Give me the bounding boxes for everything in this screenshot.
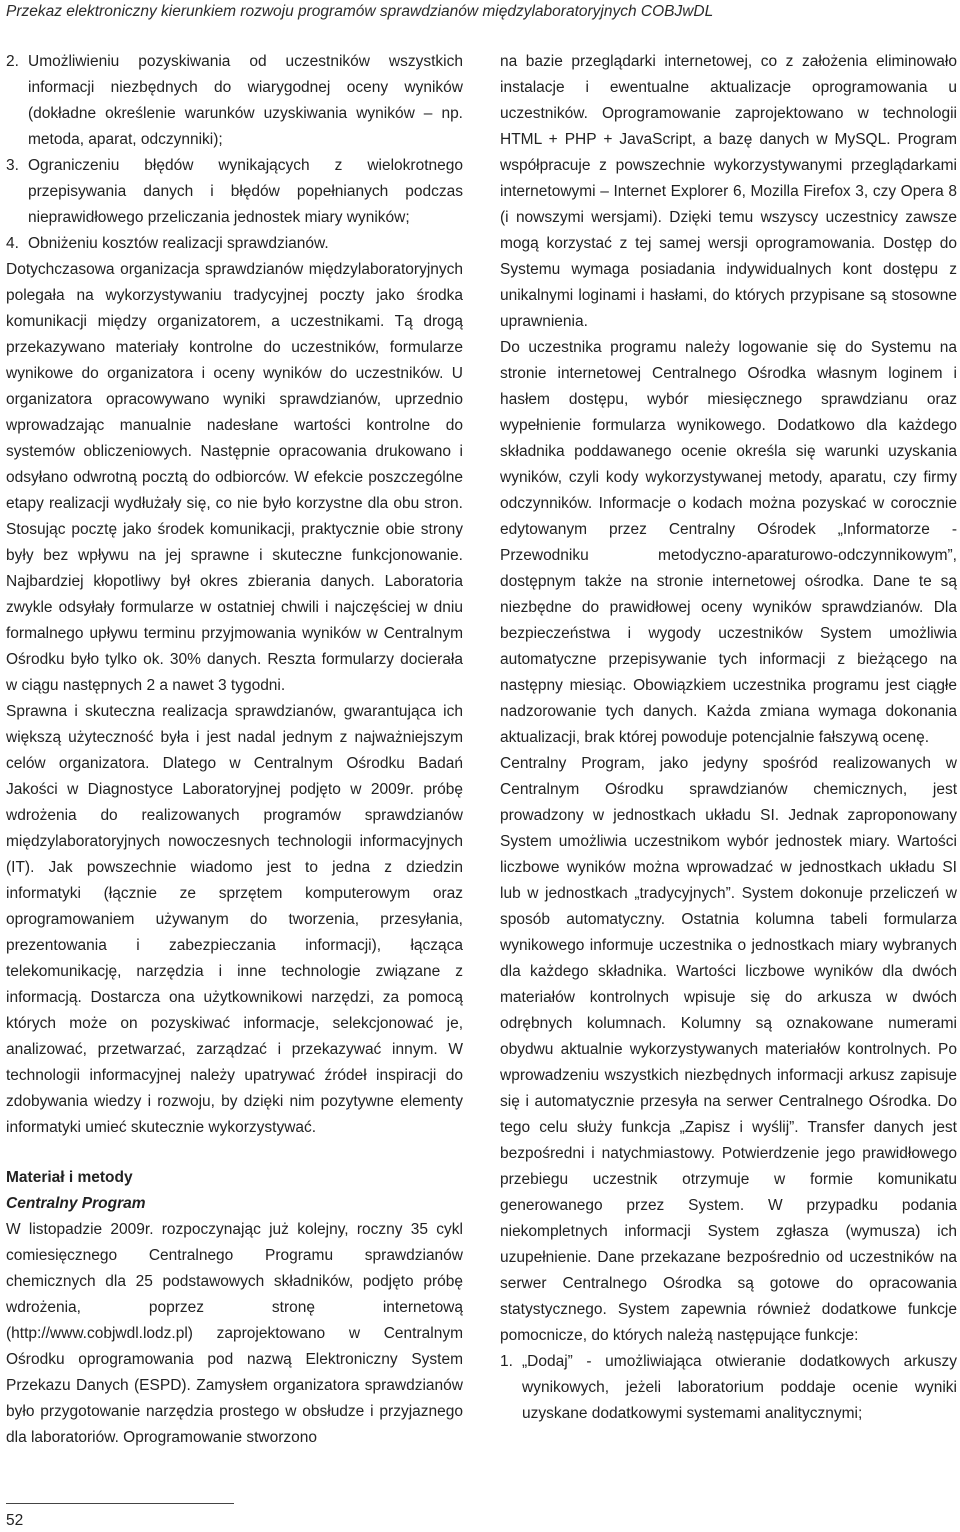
list-item (6, 231, 463, 257)
list-text: Umożliwieniu pozyskiwania od uczestników wszystkich informacji niezbędnych do wiarygodnej oceny wyników (dokładne określenie warunków uzyskiwania wyników – np. metoda, aparat, odczynniki); (28, 53, 463, 148)
body-paragraph: Do uczestnika programu należy logowanie się do Systemu na stronie internetowej Centralnego Ośrodka własnym loginem i hasłem dostępu, wybór miesięcznego sprawdzianu oraz wypełnienie formularza wynikowego. Dodatkowo dla każdego składnika poddawanego ocenie określa się warunki uzyskania wyników, czyli kody wykorzystywanej metody, aparatu, czy firmy odczynników. Informacje o kodach można pozyskać w corocznie edytowanym przez Centralny Ośrodek „Informatorze - Przewodniku metodyczno-aparaturowo-odczynnikowym”, dostępnym także na stronie internetowej ośrodka. Dane te są niezbędne do prawidłowej oceny wyników sprawdzianów. Dla bezpieczeństwa i wygody uczestników System umożliwia automatyczne przepisywanie tych informacji z bieżącego na następny miesiąc. Obowiązkiem uczestnika programu jest ciągłe nadzorowanie tych danych. Każda zmiana wymaga dokonania aktualizacji, brak której powoduje potencjalnie fałszywą ocenę. (500, 339, 957, 746)
body-paragraph: Centralny Program, jako jedyny spośród realizowanych w Centralnym Ośrodku sprawdzianów chemicznych, jest prowadzony w jednostkach układu SI. Jednak zaproponowany System umożliwia uczestnikom wybór jednostek miary. Wartości liczbowe wyników można wprowadzać w jednostkach układu SI lub w jednostkach „tradycyjnych”. System dokonuje przeliczeń w sposób automatyczny. Ostatnia kolumna tabeli formularza wynikowego informuje uczestnika o jednostkach miary wybranych dla każdego składnika. Wartości liczbowe wyników dla dwóch materiałów kontrolnych wpisuje się do arkusza w dwóch odrębnych kolumnach. Kolumny są oznakowane numerami obydwu aktualnie wykorzystywanych materiałów kontrolnych. Po wprowadzeniu wszystkich niezbędnych informacji arkusz zapisuje się i automatycznie przesyła na serwer Centralnego Ośrodka. Do tego celu służy funkcja „Zapisz i wyślij”. Transfer danych jest bezpośredni i natychmiastowy. Potwierdzenie jego prawidłowego przebiegu uczestnik otrzymuje w formie komunikatu generowanego przez System. W przypadku podania niekompletnych informacji System zgłasza (wymusza) ich uzupełnienie. Dane przekazane bezpośrednio od uczestników na serwer Centralnego Ośrodka są gotowe do opracowania statystycznego. System zapewnia również dodatkowe funkcje pomocnicze, do których należą następujące funkcje: (500, 755, 957, 1344)
body-paragraph: na bazie przeglądarki internetowej, co z założenia eliminowało instalacje i ewentualne aktualizacje oprogramowania u uczestników. Oprogramowanie zaprojektowano w technologii HTML + PHP + JavaScript, a bazę danych w MySQL. Program współpracuje z powszechnie wykorzystywanymi przeglądarkami internetowymi – Internet Explorer 6, Mozilla Firefox 3, czy Opera 8 (i nowszymi wersjami). Dzięki temu wszyscy uczestnicy zawsze mogą korzystać z tej samej wersji oprogramowania. Dostęp do Systemu wymaga posiadania indywidualnych kont dostępu z unikalnymi loginami i hasłami, do których przypisane są stosowne uprawnienia. (500, 53, 957, 330)
right-column (500, 49, 957, 1427)
running-title: Przekaz elektroniczny kierunkiem rozwoju programów sprawdzianów międzylaboratoryjnych COBJwDL (6, 3, 714, 20)
list-number: 1. (500, 1353, 513, 1370)
list-item (6, 153, 463, 231)
body-paragraph: W listopadzie 2009r. rozpoczynając już kolejny, roczny 35 cykl comiesięcznego Centralnego Programu sprawdzianów chemicznych dla 25 podstawowych składników, podjęto próbę wdrożenia, poprzez stronę internetową (http://www.cobjwdl.lodz.pl) zaprojektowano w Centralnym Ośrodku oprogramowania pod nazwą Elektroniczny System Przekazu Danych (ESPD). Zamysłem organizatora sprawdzianów było przygotowanie narzędzia prostego w obsłudze i przyjaznego dla laboratoriów. Oprogramowanie stworzono (6, 1221, 463, 1446)
list-number: 2. (6, 53, 19, 70)
list-text: Ograniczeniu błędów wynikających z wielokrotnego przepisywania danych i błędów popełnianych podczas nieprawidłowego przeliczania jednostek miary wyników; (28, 157, 463, 226)
list-text: Obniżeniu kosztów realizacji sprawdzianów. (28, 235, 329, 252)
list-item (500, 1349, 957, 1427)
list-text: „Dodaj” - umożliwiająca otwieranie dodatkowych arkuszy wynikowych, jeżeli laboratorium poddaje ocenie wyniki uzyskane dodatkowymi systemami analitycznymi; (522, 1353, 957, 1422)
list-item (6, 49, 463, 153)
list-number: 4. (6, 235, 19, 252)
footer-rule (6, 1503, 234, 1504)
section-title: Materiał i metody (6, 1169, 133, 1186)
body-paragraph: Dotychczasowa organizacja sprawdzianów międzylaboratoryjnych polegała na wykorzystywaniu tradycyjnej poczty jako środka komunikacji między organizatorem, a uczestnikami. Tą drogą przekazywano materiały kontrolne do uczestników, formularze wynikowe do organizatora i oceny wyników do uczestników. U organizatora opracowywano wyniki sprawdzianów, uprzednio wprowadzając manualnie nadesłane wartości kontrolne do systemów obliczeniowych. Następnie opracowania drukowano i odsyłano odwrotną pocztą do odbiorców. W efekcie poszczególne etapy realizacji wydłużały się, co nie było korzystne dla obu stron. Stosując pocztę jako środek komunikacji, praktycznie obie strony były bez wpływu na jej sprawne i skuteczne funkcjonowanie. Najbardziej kłopotliwy był okres zbierania danych. Laboratoria zwykle odsyłały formularze w ostatniej chwili i najczęściej w dniu formalnego upływu terminu przyjmowania wyników w Centralnym Ośrodku było tylko ok. 30% danych. Reszta formularzy docierała w ciągu następnych 2 a nawet 3 tygodni. (6, 261, 463, 694)
section-subtitle: Centralny Program (6, 1195, 146, 1212)
list-number: 3. (6, 157, 19, 174)
left-column (6, 49, 463, 1451)
body-paragraph: Sprawna i skuteczna realizacja sprawdzianów, gwarantująca ich większą użyteczność była i jest nadal jednym z najważniejszym celów organizatora. Dlatego w Centralnym Ośrodku Badań Jakości w Diagnostyce Laboratoryjnej podjęto w 2009r. próbę wdrożenia do realizowanych programów sprawdzianów międzylaboratoryjnych nowoczesnych technologii informacyjnych (IT). Jak powszechnie wiadomo jest to jedna z dziedzin informatyki (łącznie ze sprzętem komputerowym oraz oprogramowaniem używanym do tworzenia, przesyłania, prezentowania i zabezpieczania informacji), łącząca telekomunikację, narzędzia i inne technologie związane z informacją. Dostarcza ona użytkownikowi narzędzi, za pomocą których może on pozyskiwać informacje, selekcjonować je, analizować, przetwarzać, zarządzać i przekazywać innym. W technologii informacyjnej należy upatrywać źródeł inspiracji do zdobywania wiedzy i rozwoju, by dzięki nim pozytywne elementy informatyki umieć skutecznie wykorzystywać. (6, 703, 463, 1136)
page-number: 52 (6, 1512, 24, 1529)
